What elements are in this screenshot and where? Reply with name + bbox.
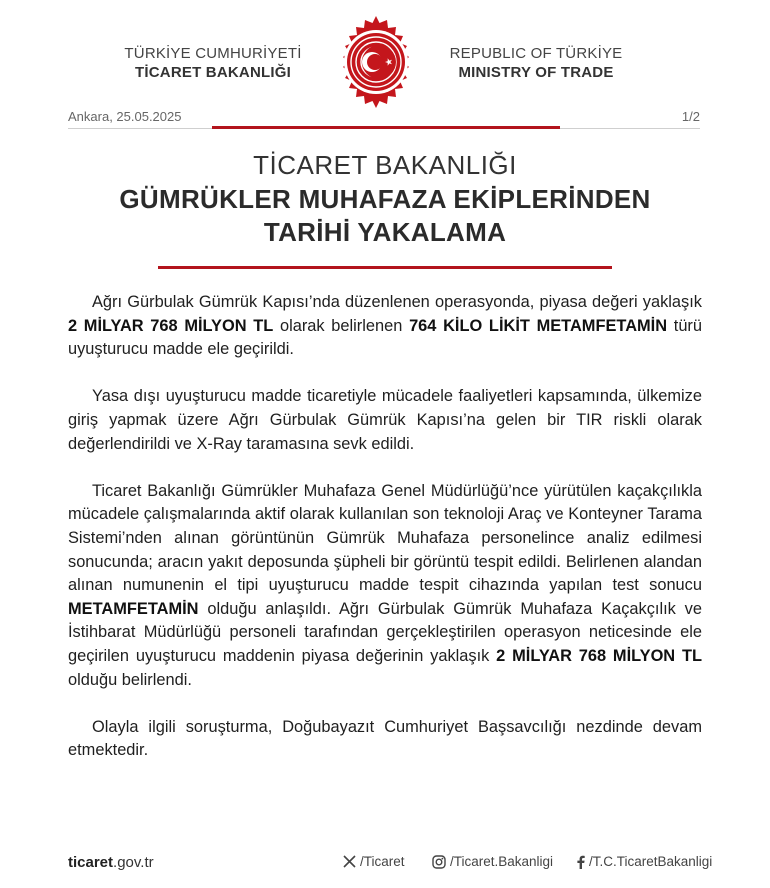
ministry-emblem-icon — [329, 15, 423, 109]
highlight-quantity: 764 KİLO LİKİT METAMFETAMİN — [409, 316, 668, 335]
header-right — [444, 44, 628, 82]
instagram-link[interactable]: /Ticaret.Bakanligi — [432, 854, 553, 869]
facebook-icon — [576, 855, 585, 869]
header-left — [100, 44, 326, 82]
document-date: Ankara, 25.05.2025 — [68, 109, 182, 124]
header-right-line2: MINISTRY OF TRADE — [458, 64, 614, 81]
headline-line2: TARİHİ YAKALAMA — [263, 217, 507, 247]
header-right-line1: REPUBLIC OF TÜRKİYE — [449, 45, 623, 62]
highlight-value: 2 MİLYAR 768 MİLYON TL — [496, 646, 702, 665]
headline-divider — [158, 266, 612, 269]
title-ministry: TİCARET BAKANLIĞI — [253, 150, 517, 180]
headline-line1: GÜMRÜKLER MUHAFAZA EKİPLERİNDEN — [119, 184, 651, 214]
header-left-line1: TÜRKİYE CUMHURİYETİ — [124, 45, 302, 62]
highlight-substance: METAMFETAMİN — [68, 599, 199, 618]
x-logo-icon — [343, 855, 356, 868]
x-link[interactable]: /Ticaret — [343, 854, 405, 869]
header-left-line2: TİCARET BAKANLIĞI — [135, 64, 291, 81]
headline — [0, 183, 770, 249]
paragraph-1: Ağrı Gürbulak Gümrük Kapısı’nda düzenlenen operasyonda, piyasa değeri yaklaşık 2 MİLYAR 768 MİLYON TL olarak belirlenen 764 KİLO LİKİT METAMFETAMİN türü uyuşturucu madde ele geçirildi. — [68, 293, 703, 359]
highlight-value: 2 MİLYAR 768 MİLYON TL — [68, 316, 274, 335]
facebook-link[interactable]: /T.C.TicaretBakanligi — [576, 854, 712, 869]
press-release-body — [68, 291, 702, 786]
paragraph-3: Ticaret Bakanlığı Gümrükler Muhafaza Genel Müdürlüğü’nce yürütülen kaçakçılıkla mücadele çalışmalarında aktif olarak kullanılan son teknoloji Araç ve Konteyner Tarama Sistemi’nden alınan görüntünün Gümrük Muhafaza personelince analiz edilmesi sonucunda; aracın yakıt deposunda şüpheli bir görüntü tespit edildi. Belirlenen alandan alınan numunenin el tipi uyuşturucu madde tespit cihazında yapılan test sonucu METAMFETAMİN olduğu anlaşıldı. Ağrı Gürbulak Gümrük Muhafaza Kaçakçılık ve İstihbarat Müdürlüğü personeli tarafından gerçekleştirilen operasyon neticesinde ele geçirilen uyuşturucu maddenin piyasa değerinin yaklaşık 2 MİLYAR 768 MİLYON TL olduğu belirlendi. — [68, 481, 702, 689]
paragraph-2: Yasa dışı uyuşturucu madde ticaretiyle mücadele faaliyetleri kapsamında, ülkemize giriş yapmak üzere Ağrı Gürbulak Gümrük Kapısı’na gelen bir TIR riskli olarak değerlendirildi ve X-Ray taramasına sevk edildi. — [68, 387, 702, 453]
header-accent-divider — [212, 126, 560, 129]
page-number: 1/2 — [681, 109, 700, 124]
paragraph-4: Olayla ilgili soruşturma, Doğubayazıt Cumhuriyet Başsavcılığı nezdinde devam etmektedir. — [68, 717, 702, 760]
instagram-icon — [432, 855, 446, 869]
website-link[interactable]: ticaret.gov.tr — [68, 854, 154, 871]
